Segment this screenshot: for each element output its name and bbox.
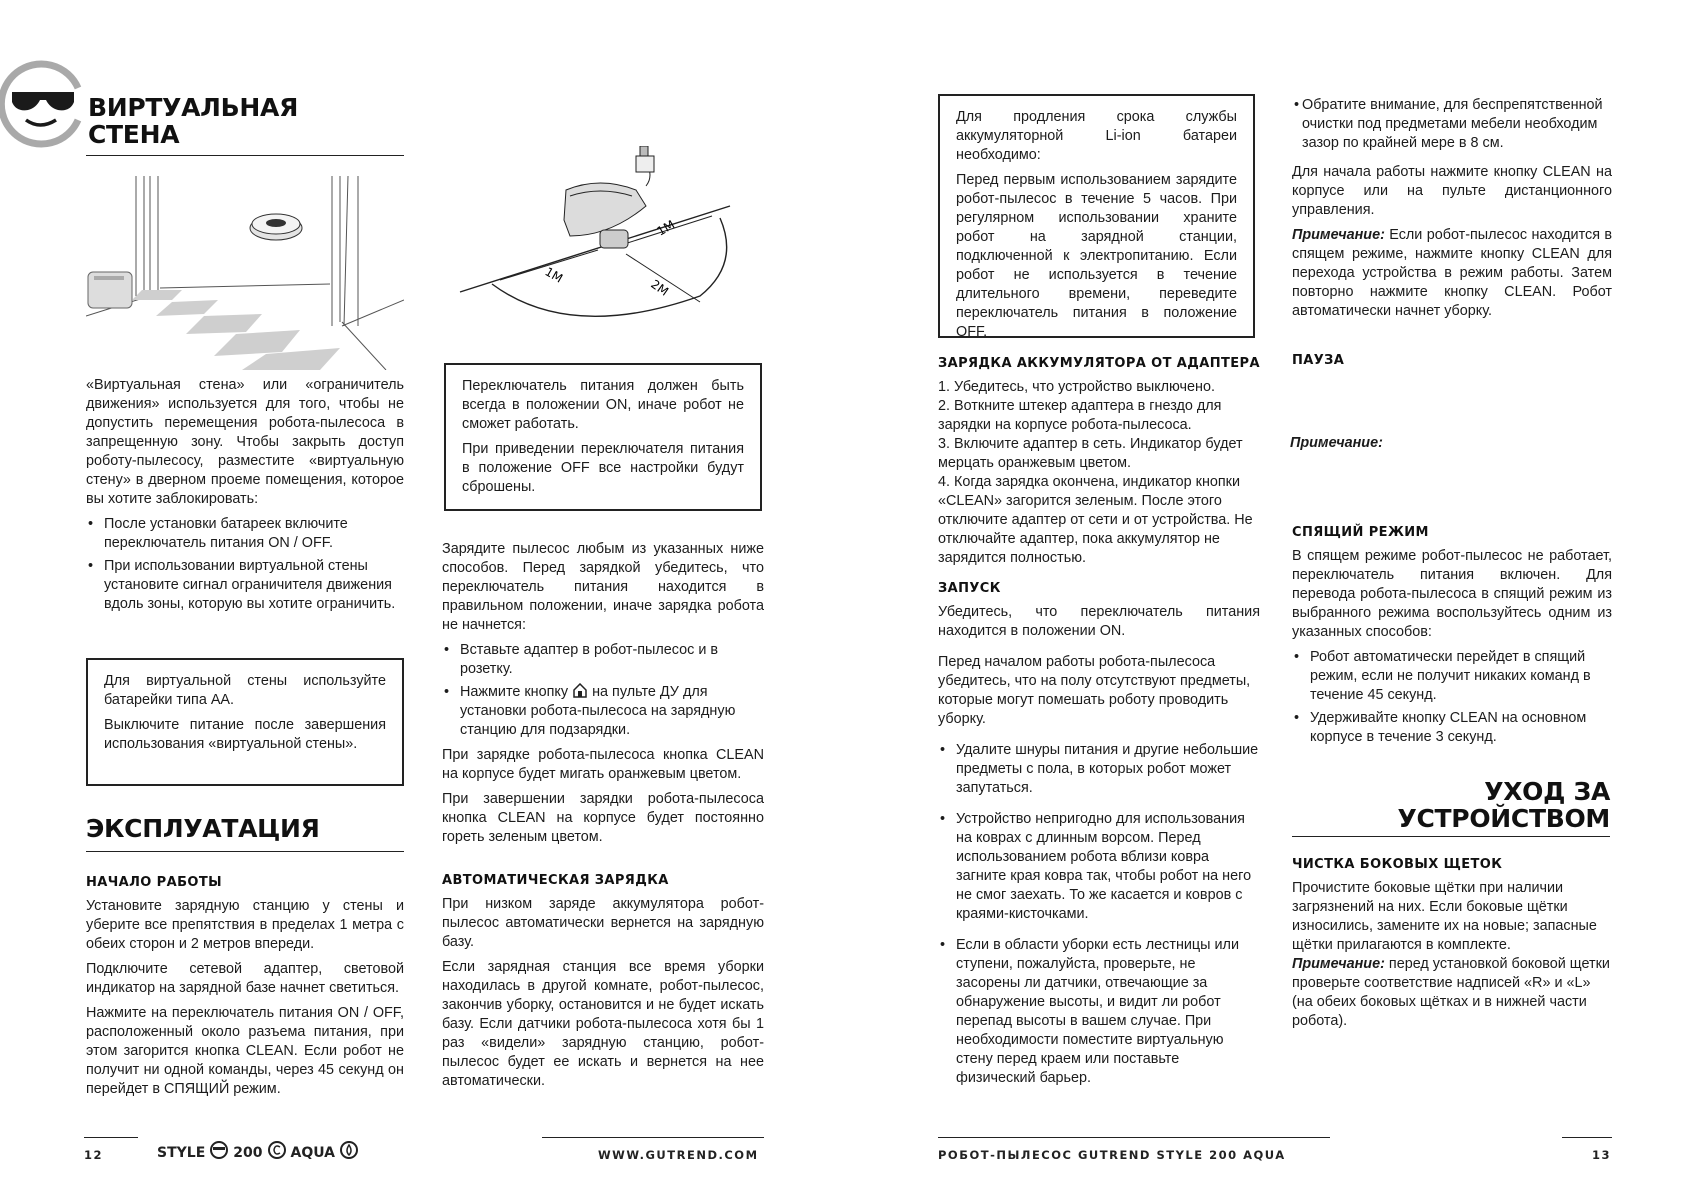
list-item: • Нажмите кнопку на пульте ДУ для установки робота-пылесоса на зарядную станцию для подзарядки. — [442, 683, 764, 740]
brand-c-icon — [267, 1141, 287, 1165]
operation-title: ЭКСПЛУАТАЦИЯ — [86, 814, 320, 843]
diagram-label-front: 2M — [648, 276, 672, 299]
list-item: • Робот автоматически перейдет в спящий режим, если не получит никаких команд в течение 45 секунд. — [1292, 648, 1612, 705]
page-number-right: 13 — [1592, 1148, 1612, 1162]
virtual-wall-paragraph: «Виртуальная стена» или «ограничитель движения» используется для того, чтобы не допустить перемещения робота-пылесоса в запрещенную зону. Чтобы закрыть доступ роботу-пылесосу, разместите «виртуальную стену» в дверном проеме помещения, которое вы хотите заблокировать: — [86, 377, 404, 507]
sleep-heading: СПЯЩИЙ РЕЖИМ — [1292, 525, 1429, 540]
list-item: • Удерживайте кнопку CLEAN на основном корпусе в течение 3 секунд. — [1292, 709, 1612, 747]
battery-note-box: Для продления срока службы аккумуляторной Li-ion батареи необходимо: Перед первым использованием зарядите робот-пылесос в течение 5 часов. При регулярном использовании храните робот на зарядной станции, подключенной к электропитанию. Если робот не используется в течение длительного времени, переведите переключатель питания в положение OFF. — [938, 94, 1255, 338]
page-number-left: 12 — [84, 1148, 104, 1162]
list-item: • Удалите шнуры питания и другие небольшие предметы с пола, в которых робот может запутаться. — [938, 741, 1260, 798]
sleep-bullets — [1292, 648, 1612, 747]
pause-heading: ПАУЗА — [1292, 353, 1345, 368]
diagram-label-left: 1M — [542, 264, 566, 286]
home-button-icon — [572, 683, 588, 698]
brand-footer: STYLE 200 AQUA — [157, 1141, 359, 1165]
charging-station-diagram — [450, 146, 770, 332]
list-item: • Обратите внимание, для беспрепятственной очистки под предметами мебели необходим зазор по крайней мере в 8 см. — [1292, 96, 1612, 153]
auto-charge-heading: АВТОМАТИЧЕСКАЯ ЗАРЯДКА — [442, 873, 669, 888]
care-title: УХОД ЗА УСТРОЙСТВОМ — [1397, 777, 1610, 833]
diagram-label-right: 1M — [654, 217, 678, 239]
adapter-heading: ЗАРЯДКА АККУМУЛЯТОРА ОТ АДАПТЕРА — [938, 356, 1260, 371]
list-item: • После установки батареек включите переключатель питания ON / OFF. — [86, 515, 404, 553]
list-item: • Если в области уборки есть лестницы или ступени, пожалуйста, проверьте, не засорены ли датчики, отвечающие за обнаружение высоты, и видит ли робот перепад высоты в вашем случае. При необходимости поместите виртуальную стену перед краем или поставьте физический барьер. — [938, 936, 1260, 1088]
pause-note-label: Примечание: — [1290, 435, 1383, 451]
launch-bullets — [938, 741, 1260, 1088]
start-heading: НАЧАЛО РАБОТЫ — [86, 875, 222, 890]
virtual-wall-note-box: Для виртуальной стены используйте батарейки типа AA. Выключите питание после завершения использования «виртуальной стены». — [86, 658, 404, 786]
launch-heading: ЗАПУСК — [938, 581, 1001, 596]
brand-glasses-icon — [209, 1141, 229, 1165]
list-item: • При использовании виртуальной стены установите сигнал ограничителя движения вдоль зоны, которую вы хотите ограничить. — [86, 557, 404, 614]
footer-rule-left — [84, 1137, 138, 1138]
sleep-wake-note: Примечание: Если робот-пылесос находится в спящем режиме, нажмите кнопку CLEAN для перехода устройства в режим работы. Затем повторно нажмите кнопку CLEAN. Робот автоматически начнет уборку. — [1292, 227, 1612, 319]
list-item: • Вставьте адаптер в робот-пылесос и в розетку. — [442, 641, 764, 679]
virtual-wall-illustration — [86, 176, 404, 370]
footer-product-title: РОБОТ-ПЫЛЕСОС GUTREND STYLE 200 AQUA — [938, 1148, 1286, 1162]
brand-logo-icon — [0, 58, 84, 148]
title-underline — [86, 155, 404, 156]
footer-rule-website — [542, 1137, 764, 1138]
virtual-wall-title: ВИРТУАЛЬНАЯ СТЕНА — [88, 93, 299, 149]
charge-bullets — [442, 641, 764, 740]
website-link[interactable]: WWW.GUTREND.COM — [598, 1148, 759, 1162]
power-switch-note-box: Переключатель питания должен быть всегда в положении ON, иначе робот не сможет работать. При приведении переключателя питания в положение OFF все настройки будут сброшены. — [444, 363, 762, 511]
brush-heading: ЧИСТКА БОКОВЫХ ЩЕТОК — [1292, 857, 1503, 872]
brush-note: Примечание: перед установкой боковой щетки проверьте соответствие надписей «R» и «L» (на обеих боковых щётках и в нижней части робота). — [1292, 956, 1610, 1029]
list-item: • Устройство непригодно для использования на коврах с длинным ворсом. Перед использованием робота вблизи ковра загните края ковра так, чтобы робот на него не смог заехать. То же касается и ковров с краями-кисточками. — [938, 810, 1260, 924]
footer-rule-right — [1562, 1137, 1612, 1138]
virtual-wall-bullets — [86, 515, 404, 614]
care-underline — [1292, 836, 1610, 837]
charge-paragraph: Зарядите пылесос любым из указанных ниже способов. Перед зарядкой убедитесь, что переключатель питания находится в правильном положении, иначе зарядка робота не начнется: — [442, 541, 764, 633]
brand-drop-icon — [339, 1141, 359, 1165]
operation-underline — [86, 851, 404, 852]
footer-rule-right-title — [938, 1137, 1330, 1138]
